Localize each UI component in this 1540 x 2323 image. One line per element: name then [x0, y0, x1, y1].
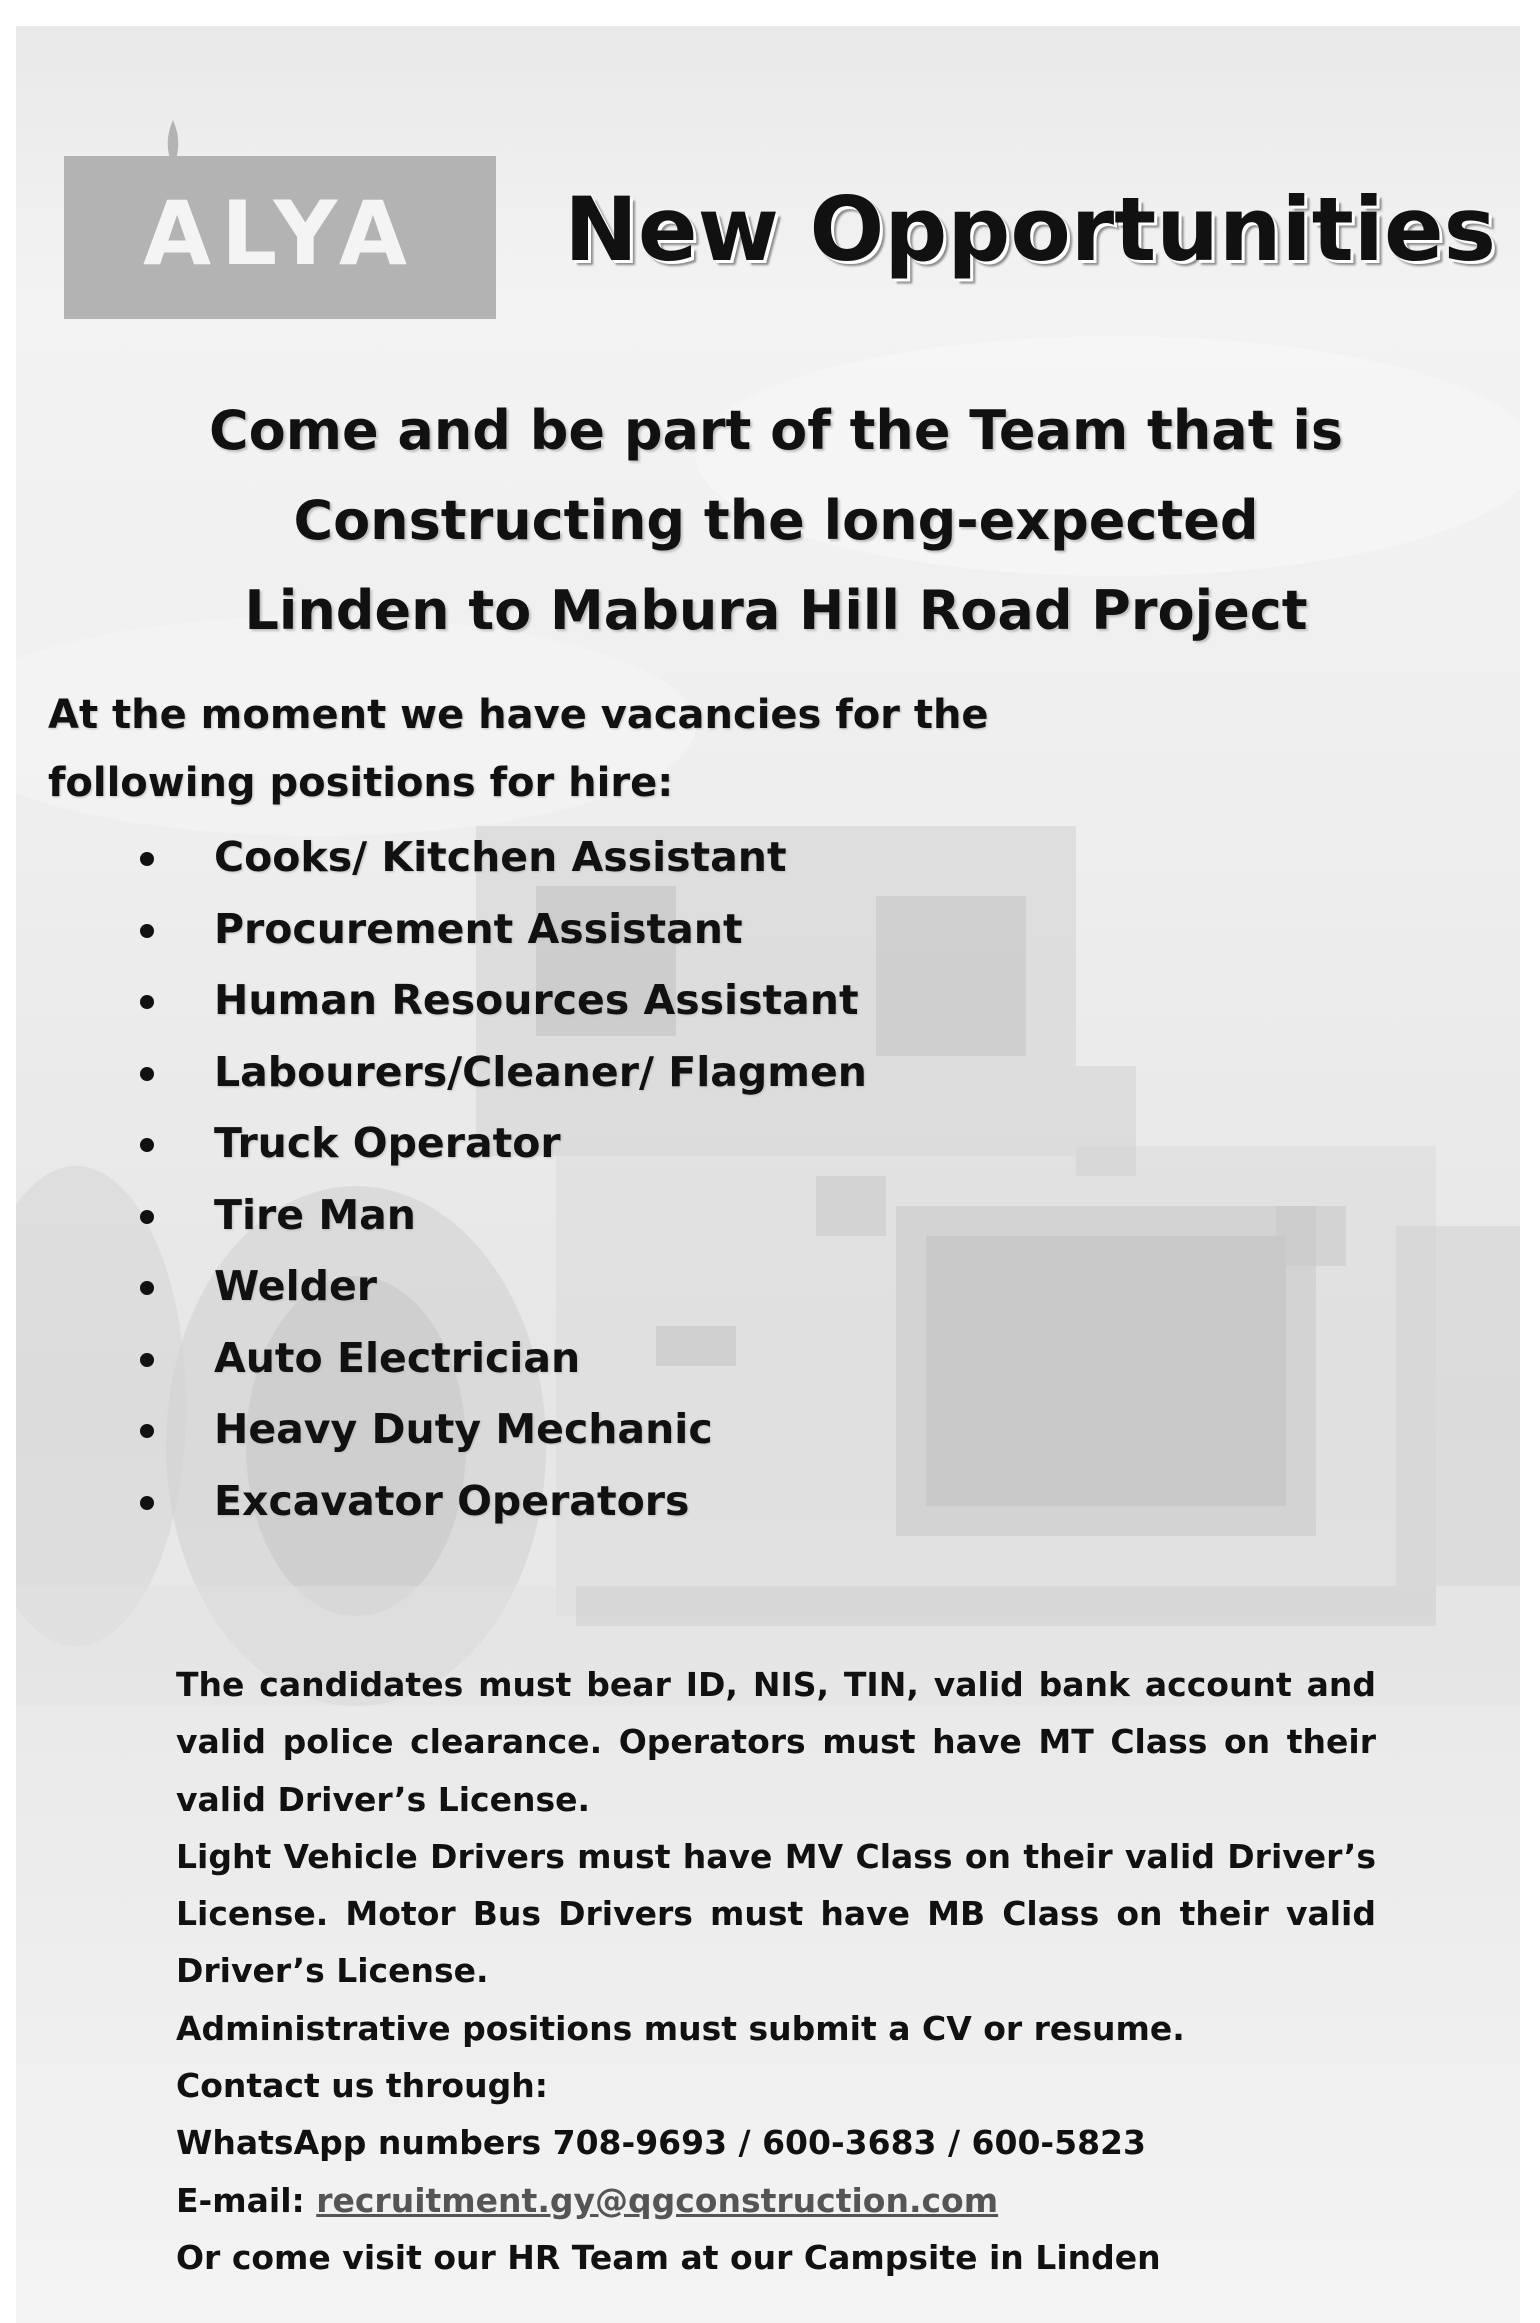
list-item — [134, 1466, 867, 1538]
bullet-icon — [140, 852, 154, 866]
position-label: Labourers/Cleaner/ Flagmen — [214, 1047, 867, 1096]
bullet-icon — [140, 1210, 154, 1224]
position-label: Auto Electrician — [214, 1333, 581, 1382]
position-label: Truck Operator — [214, 1119, 561, 1167]
contact-heading: Contact us through: — [176, 2066, 548, 2106]
whatsapp-numbers: WhatsApp numbers 708-9693 / 600-3683 / 600-5823 — [176, 2123, 1146, 2163]
job-poster — [16, 26, 1520, 2323]
position-label: Excavator Operators — [214, 1476, 690, 1525]
position-label: Tire Man — [214, 1190, 416, 1239]
subheading-line: Constructing the long-expected — [293, 489, 1259, 552]
email-label: E-mail: — [176, 2180, 305, 2220]
list-item — [134, 1394, 867, 1466]
administrative-requirement: Administrative positions must submit a CV or resume. — [176, 2008, 1185, 2048]
list-item — [134, 1251, 867, 1323]
positions-list — [134, 822, 867, 1537]
list-item — [134, 894, 867, 966]
list-item — [134, 822, 867, 894]
headline: New Opportunities — [564, 178, 1496, 281]
bullet-icon — [140, 1281, 154, 1295]
email-link[interactable]: recruitment.gy@qgconstruction.com — [316, 2180, 999, 2220]
subheading — [76, 386, 1476, 656]
bullet-icon — [140, 995, 154, 1009]
logo-text: ALYA — [143, 182, 417, 285]
vacancies-intro — [48, 681, 1048, 817]
position-label: Heavy Duty Mechanic — [214, 1405, 713, 1453]
intro-line: At the moment we have vacancies for the — [48, 692, 989, 738]
subheading-line: Linden to Mabura Hill Road Project — [244, 579, 1308, 642]
list-item — [134, 1323, 867, 1395]
requirements-section — [176, 1656, 1376, 2286]
list-item — [134, 1108, 867, 1180]
company-logo — [64, 156, 496, 319]
position-label: Cooks/ Kitchen Assistant — [214, 833, 787, 881]
bullet-icon — [140, 1496, 154, 1510]
documents-requirement: The candidates must bear ID, NIS, TIN, valid bank account and valid police clearance. Operators must have MT Class on their valid Driver’s License. — [176, 1665, 1376, 1819]
bullet-icon — [140, 1353, 154, 1367]
email-row — [176, 2172, 1376, 2229]
visit-note: Or come visit our HR Team at our Campsite in Linden — [176, 2237, 1161, 2277]
bullet-icon — [140, 924, 154, 938]
position-label: Human Resources Assistant — [214, 976, 859, 1024]
position-label: Procurement Assistant — [214, 904, 743, 953]
intro-line: following positions for hire: — [48, 760, 674, 806]
list-item — [134, 1037, 867, 1109]
bullet-icon — [140, 1138, 154, 1152]
drivers-requirement: Light Vehicle Drivers must have MV Class on their valid Driver’s License. Motor Bus Drivers must have MB Class on their valid Driver’s License. — [176, 1836, 1376, 1991]
list-item — [134, 965, 867, 1037]
position-label: Welder — [214, 1262, 377, 1310]
list-item — [134, 1180, 867, 1252]
bullet-icon — [140, 1424, 154, 1438]
subheading-line: Come and be part of the Team that is — [209, 399, 1343, 462]
logo-flame-icon — [163, 120, 183, 168]
bullet-icon — [140, 1067, 154, 1081]
